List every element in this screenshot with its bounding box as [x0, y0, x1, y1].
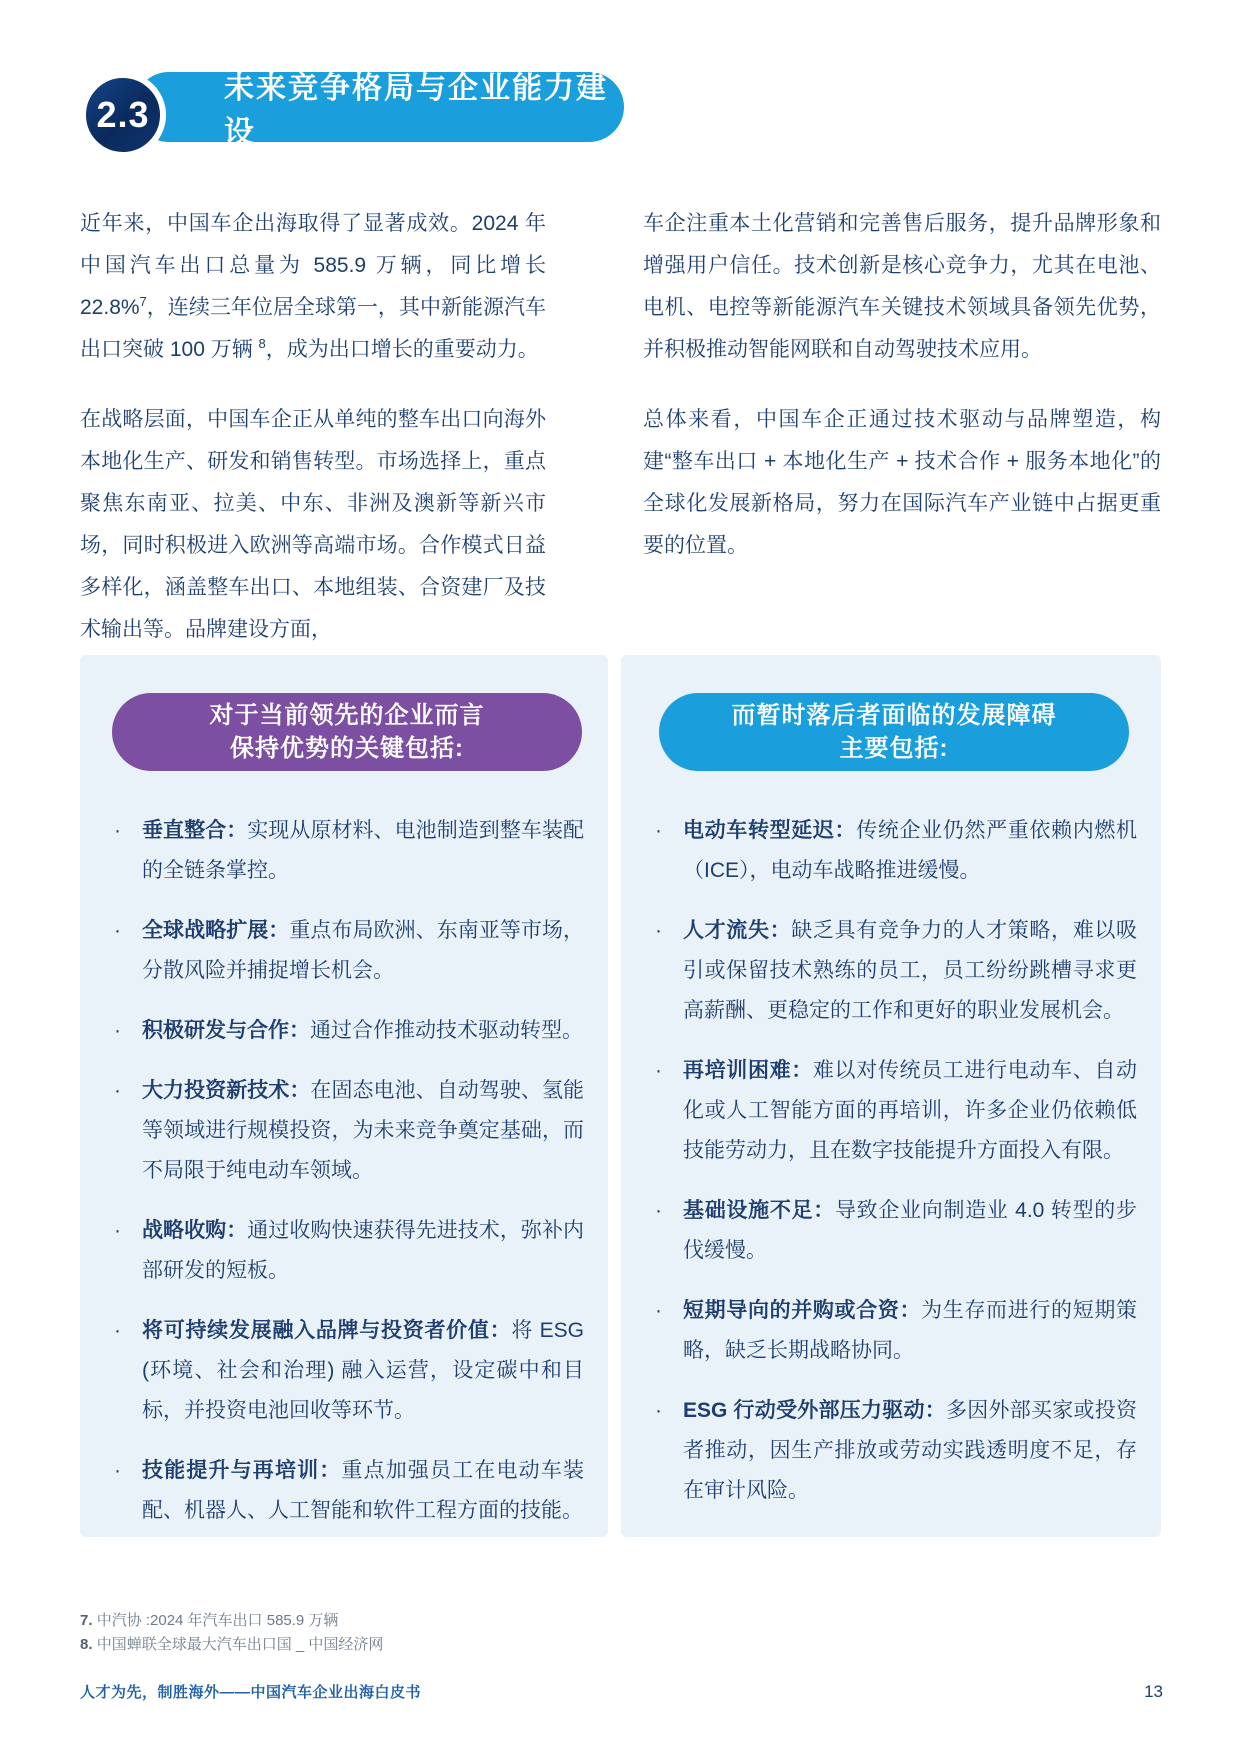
list-item [110, 811, 584, 891]
bullet-label: 再培训困难： [683, 1059, 813, 1082]
footnote-number: 7. [80, 1612, 93, 1629]
footnote-number: 8. [80, 1636, 93, 1653]
bullet-text: 在固态电池、自动驾驶、氢能等领域进行规模投资，为未来竞争奠定基础，而不局限于纯电动车领域。 [142, 1079, 585, 1182]
paragraph: 总体来看，中国车企正通过技术驱动与品牌塑造，构建“整车出口 + 本地化生产 + 技术合作 + 服务本地化”的全球化发展新格局，努力在国际汽车产业链中占据更重要的位置。 [643, 408, 1161, 557]
bullet-label: 大力投资新技术： [142, 1079, 311, 1102]
bullet-text: 为生存而进行的短期策略，缺乏长期战略协同。 [683, 1299, 1138, 1362]
list-item [110, 1451, 584, 1531]
footnote-text: 中国蝉联全球最大汽车出口国 _ 中国经济网 [96, 1636, 384, 1653]
bullet-dot-icon: · [655, 1059, 662, 1082]
list-item [651, 911, 1137, 1031]
bullet-text: 重点布局欧洲、东南亚等市场，分散风险并捕捉增长机会。 [142, 919, 585, 982]
leaders-bullet-list [110, 811, 584, 1531]
section-title-pill [134, 72, 624, 149]
bullet-label: 将可持续发展融入品牌与投资者价值： [142, 1319, 512, 1342]
list-item [651, 1291, 1137, 1371]
laggards-panel-header-line2: 主要包括: [839, 735, 949, 762]
bullet-text: 实现从原材料、电池制造到整车装配的全链条掌控。 [142, 819, 584, 882]
bullet-label: 全球战略扩展： [142, 919, 290, 942]
laggards-panel-header-pill [659, 693, 1129, 771]
comparison-panels [80, 655, 1161, 1537]
page-number: 13 [1144, 1682, 1163, 1701]
bullet-text: 通过合作推动技术驱动转型。 [310, 1019, 583, 1042]
list-item [110, 1211, 584, 1291]
footnote-ref-7: 7 [139, 294, 147, 309]
bullet-dot-icon: · [114, 1219, 121, 1242]
bullet-label: 人才流失： [683, 919, 792, 942]
bullet-label: 战略收购： [142, 1219, 248, 1242]
intro-left-column [80, 203, 546, 655]
footnotes [80, 1609, 1161, 1657]
bullet-label: 电动车转型延迟： [683, 819, 857, 842]
leaders-panel-header-line2: 保持优势的关键包括: [230, 735, 464, 762]
bullet-dot-icon: · [114, 1459, 121, 1482]
list-item [110, 1011, 584, 1051]
bullet-label: 积极研发与合作： [142, 1019, 310, 1042]
paragraph-text: 近年来，中国车企出海取得了显著成效。2024 年中国汽车出口总量为 585.9 万辆，同比增长 22.8% [80, 212, 546, 319]
bullet-dot-icon: · [655, 819, 662, 842]
intro-columns [80, 203, 1161, 655]
footnote-item [80, 1633, 1161, 1657]
section-header [80, 72, 1161, 172]
bullet-text: 缺乏具有竞争力的人才策略，难以吸引或保留技术熟练的员工，员工纷纷跳槽寻求更高薪酬、更稳定的工作和更好的职业发展机会。 [683, 919, 1137, 1022]
bullet-text: 多因外部买家或投资者推动，因生产排放或劳动实践透明度不足，存在审计风险。 [683, 1399, 1137, 1502]
paragraph-text: ，连续三年位居全球第一，其中新能源汽车出口突破 100 万辆 [80, 296, 546, 361]
laggards-panel-header-line1: 而暂时落后者面临的发展障碍 [731, 702, 1057, 729]
bullet-dot-icon: · [114, 1079, 121, 1102]
bullet-dot-icon: · [655, 1299, 662, 1322]
bullet-label: 基础设施不足： [683, 1199, 835, 1222]
list-item [651, 1051, 1137, 1171]
section-title: 未来竞争格局与企业能力建设 [224, 72, 608, 149]
list-item [110, 1311, 584, 1431]
section-number-badge [80, 72, 166, 158]
list-item [110, 911, 584, 991]
page-footer [80, 1681, 1163, 1702]
leaders-panel-header-line1: 对于当前领先的企业而言 [209, 702, 485, 729]
bullet-dot-icon: · [114, 1019, 121, 1042]
footnote-ref-8: 8 [258, 336, 266, 351]
intro-right-column [643, 203, 1161, 655]
list-item [651, 1191, 1137, 1271]
bullet-dot-icon: · [114, 919, 121, 942]
list-item [110, 1071, 584, 1191]
laggards-bullet-list [651, 811, 1137, 1511]
list-item [651, 811, 1137, 891]
laggards-panel [621, 655, 1161, 1537]
bullet-text: 通过收购快速获得先进技术，弥补内部研发的短板。 [142, 1219, 584, 1282]
bullet-label: 垂直整合： [142, 819, 248, 842]
section-number: 2.3 [96, 94, 150, 135]
bullet-text: 导致企业向制造业 4.0 转型的步伐缓慢。 [683, 1199, 1137, 1262]
list-item [651, 1391, 1137, 1511]
bullet-text: 难以对传统员工进行电动车、自动化或人工智能方面的再培训，许多企业仍依赖低技能劳动力，且在数字技能提升方面投入有限。 [683, 1059, 1138, 1162]
bullet-text: 将 ESG (环境、社会和治理) 融入运营，设定碳中和目标，并投资电池回收等环节。 [142, 1319, 584, 1422]
bullet-dot-icon: · [655, 1399, 662, 1422]
bullet-dot-icon: · [114, 819, 121, 842]
footnote-text: 中汽协 :2024 年汽车出口 585.9 万辆 [96, 1612, 339, 1629]
paragraph-text: ，成为出口增长的重要动力。 [265, 338, 539, 361]
paragraph [80, 203, 546, 371]
bullet-text: 重点加强员工在电动车装配、机器人、人工智能和软件工程方面的技能。 [142, 1459, 584, 1522]
paragraph: 车企注重本土化营销和完善售后服务，提升品牌形象和增强用户信任。技术创新是核心竞争力，尤其在电池、电机、电控等新能源汽车关键技术领域具备领先优势，并积极推动智能网联和自动驾驶技术应用。 [643, 212, 1161, 361]
bullet-label: 短期导向的并购或合资： [683, 1299, 922, 1322]
footer-title: 人才为先，制胜海外——中国汽车企业出海白皮书 [80, 1684, 422, 1701]
bullet-label: ESG 行动受外部压力驱动： [683, 1399, 946, 1422]
bullet-dot-icon: · [655, 1199, 662, 1222]
paragraph: 在战略层面，中国车企正从单纯的整车出口向海外本地化生产、研发和销售转型。市场选择上，重点聚焦东南亚、拉美、中东、非洲及澳新等新兴市场，同时积极进入欧洲等高端市场。合作模式日益多样化，涵盖整车出口、本地组装、合资建厂及技术输出等。品牌建设方面， [80, 408, 546, 641]
bullet-label: 技能提升与再培训： [142, 1459, 342, 1482]
bullet-dot-icon: · [114, 1319, 121, 1342]
leaders-panel-header-pill [112, 693, 582, 771]
bullet-dot-icon: · [655, 919, 662, 942]
footnote-item [80, 1609, 1161, 1633]
leaders-panel [80, 655, 608, 1537]
bullet-text: 传统企业仍然严重依赖内燃机（ICE），电动车战略推进缓慢。 [683, 819, 1138, 882]
